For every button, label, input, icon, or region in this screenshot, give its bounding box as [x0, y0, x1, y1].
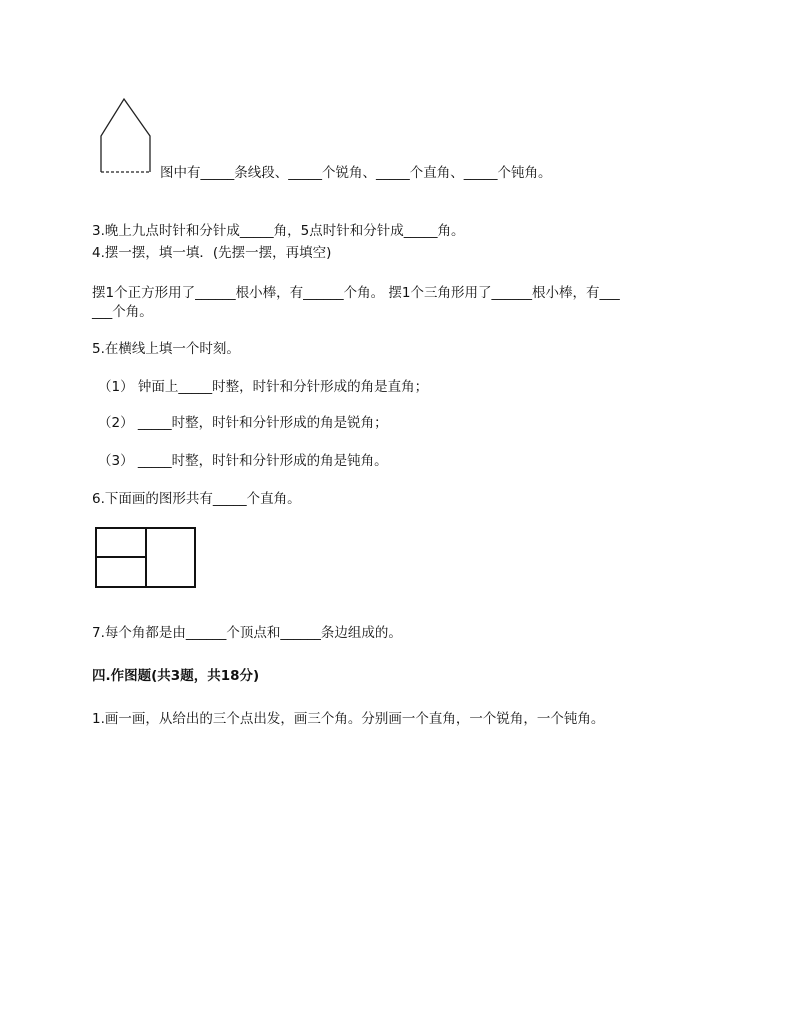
- q5-item-2: （2） _____时整，时针和分针形成的角是锐角；: [98, 415, 388, 431]
- rectangle-division-figure: [95, 527, 197, 589]
- q5-item-3: （3） _____时整，时针和分针形成的角是钝角。: [98, 453, 388, 469]
- q4-line2: ___个角。: [92, 304, 153, 320]
- section-4-q1-text: 1.画一画，从给出的三个点出发，画三个角。分别画一个直角，一个锐角，一个钝角。: [92, 711, 605, 727]
- section-4-heading: 四.作图题(共3题，共18分): [92, 668, 260, 684]
- q3-text: 3.晚上九点时针和分针成_____角，5点时针和分针成_____角。: [92, 223, 465, 239]
- q5-item-1: （1） 钟面上_____时整，时针和分针形成的角是直角；: [98, 379, 429, 395]
- q6-text: 6.下面画的图形共有_____个直角。: [92, 491, 301, 507]
- q2-text: 图中有_____条线段、_____个锐角、_____个直角、_____个钝角。: [160, 165, 552, 181]
- q4-line1: 摆1个正方形用了______根小棒，有______个角。 摆1个三角形用了______根小棒，有___: [92, 285, 620, 301]
- q7-text: 7.每个角都是由______个顶点和______条边组成的。: [92, 625, 402, 641]
- house-pentagon-figure: [96, 96, 156, 176]
- q4-title: 4.摆一摆，填一填．(先摆一摆，再填空): [92, 245, 332, 261]
- q5-title: 5.在横线上填一个时刻。: [92, 341, 240, 357]
